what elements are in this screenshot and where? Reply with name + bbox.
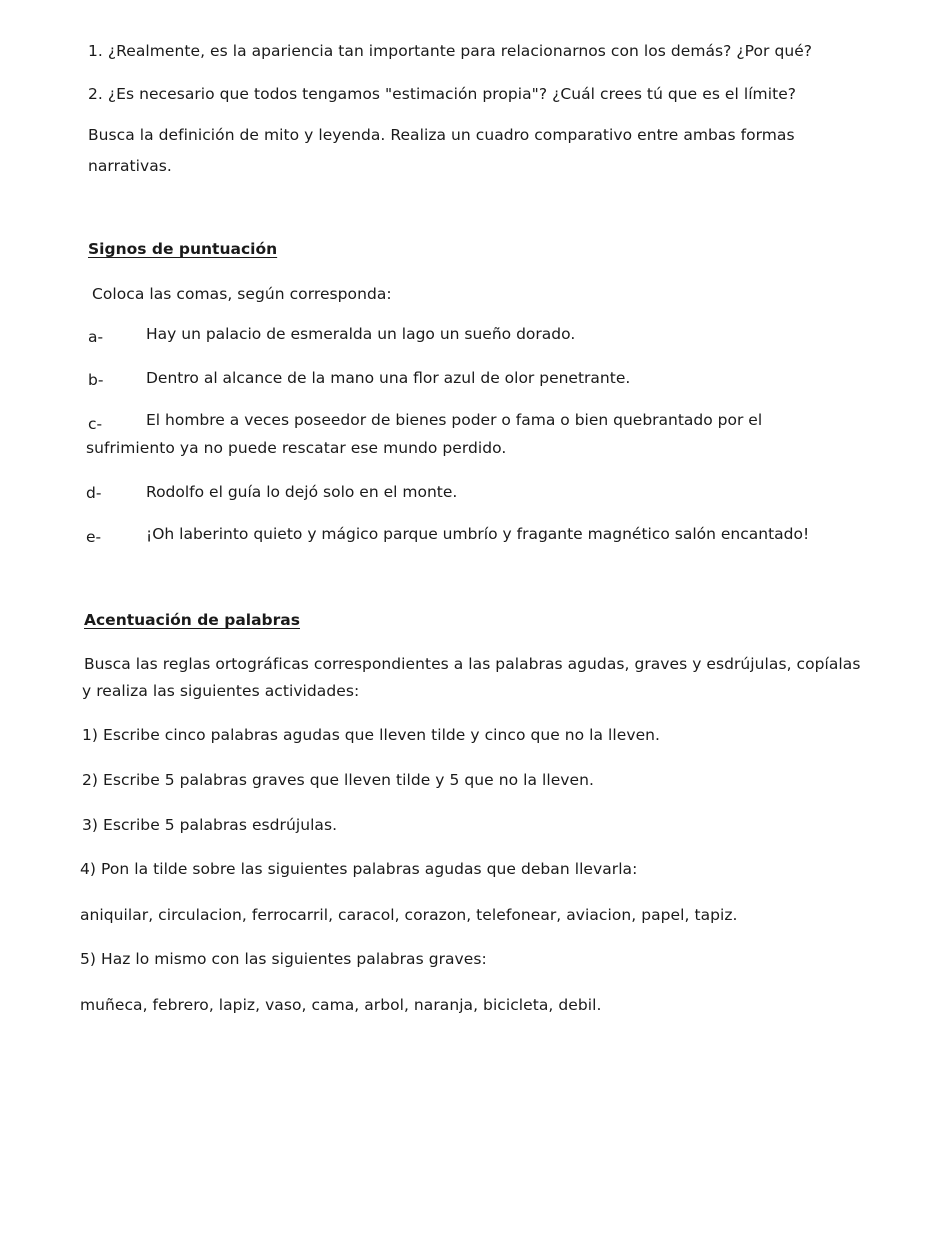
question-2: 2. ¿Es necesario que todos tengamos "estimación propia"? ¿Cuál crees tú que es el límite? [88,85,797,103]
punctuation-heading: Signos de puntuación [88,240,278,258]
item-label-e: e- [86,528,102,546]
accent-intro-line-1: Busca las reglas ortográficas correspondientes a las palabras agudas, graves y esdrújulas, copíalas [84,655,861,673]
activity-3: 3) Escribe 5 palabras esdrújulas. [82,816,338,834]
activity-4: 4) Pon la tilde sobre las siguientes palabras agudas que deban llevarla: [80,860,638,878]
question-1: 1. ¿Realmente, es la apariencia tan importante para relacionarnos con los demás? ¿Por qué? [88,42,813,60]
item-text-d: Rodolfo el guía lo dejó solo en el monte. [146,483,458,501]
task-line-1: Busca la definición de mito y leyenda. Realiza un cuadro comparativo entre ambas formas [88,126,795,144]
activity-2: 2) Escribe 5 palabras graves que lleven tilde y 5 que no la lleven. [82,771,594,789]
punctuation-instruction: Coloca las comas, según corresponda: [92,285,392,303]
item-text-e: ¡Oh laberinto quieto y mágico parque umbrío y fragante magnético salón encantado! [146,525,810,543]
item-text-c-continuation: sufrimiento ya no puede rescatar ese mundo perdido. [86,439,507,457]
graves-word-list: muñeca, febrero, lapiz, vaso, cama, arbol, naranja, bicicleta, debil. [80,996,602,1014]
accent-intro-line-2: y realiza las siguientes actividades: [82,682,360,700]
item-text-a: Hay un palacio de esmeralda un lago un sueño dorado. [146,325,576,343]
activity-1: 1) Escribe cinco palabras agudas que lleven tilde y cinco que no la lleven. [82,726,661,744]
item-text-c: El hombre a veces poseedor de bienes poder o fama o bien quebrantado por el [146,411,763,429]
item-text-b: Dentro al alcance de la mano una flor azul de olor penetrante. [146,369,631,387]
item-label-b: b- [88,371,104,389]
item-label-a: a- [88,328,104,346]
task-line-2: narrativas. [88,157,172,175]
activity-5: 5) Haz lo mismo con las siguientes palabras graves: [80,950,487,968]
item-label-d: d- [86,484,102,502]
item-label-c: c- [88,415,103,433]
agudas-word-list: aniquilar, circulacion, ferrocarril, caracol, corazon, telefonear, aviacion, papel, tapiz. [80,906,738,924]
accent-heading: Acentuación de palabras [84,611,300,629]
